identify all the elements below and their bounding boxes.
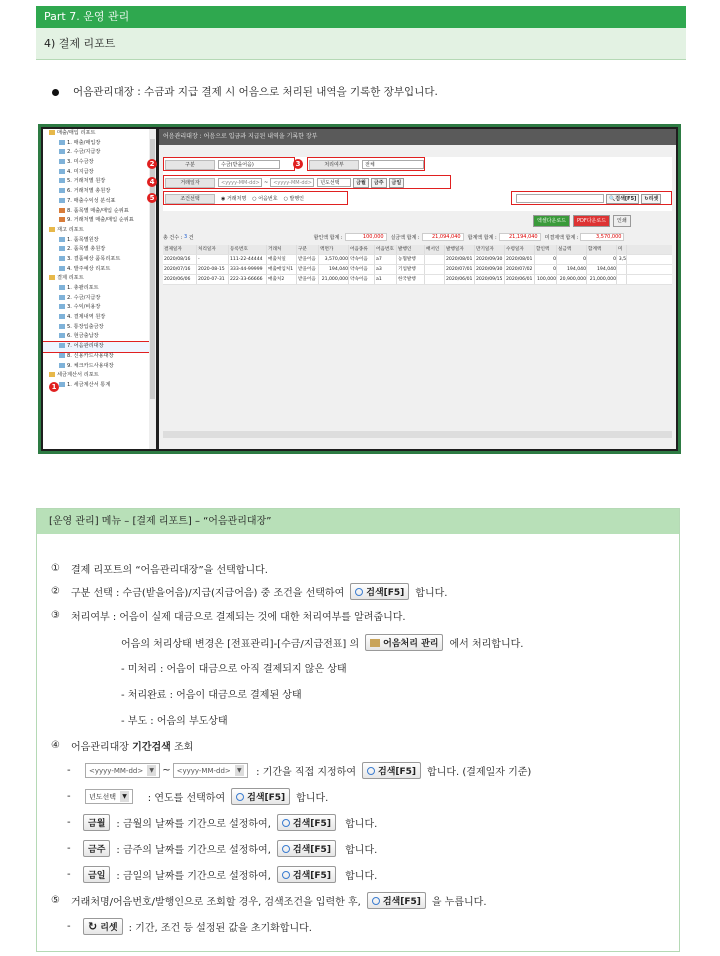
table-cell: a3 [375,265,397,274]
summary-bar: 총 건수 : 3 건 할인액 합계 : 100,000 실금액 합계 : 21,094,040 합계액 합계 : 21,194,040 미결제액 합계 : 3,570,000 [163,232,672,242]
table-cell: 약속어음 [349,255,375,264]
tree-item[interactable]: 5. 거래처별 원장 [43,177,156,187]
tree-item[interactable]: 9. 거래처별 매출/매입 순위표 [43,216,156,226]
table-cell: 194,040 [557,265,587,274]
table-cell: 2020/07/16 [163,265,197,274]
excel-download-button[interactable]: 엑셀다운로드 [533,215,570,227]
column-header[interactable]: 등록번호 [229,245,267,254]
print-button[interactable]: 인쇄 [613,215,631,227]
table-cell: 약속어음 [349,265,375,274]
radio-name[interactable]: ◉ 거래처명 [221,196,247,202]
table-cell: 2020/09/30 [475,265,505,274]
tree-item[interactable]: 결제 리포트 [43,274,156,284]
report-title: 어음관리대장 : 어음으로 입금과 지급된 내역을 기록한 장부 [159,129,676,145]
folder-icon [49,275,55,280]
doc-icon [59,198,65,203]
column-header[interactable]: 실금액 [557,245,587,254]
grid-header [163,245,672,255]
doc-icon [59,333,65,338]
date-label: 거래일자 [165,178,215,188]
tree-item[interactable]: 1. 총괄리포트 [43,284,156,294]
folder-icon [49,130,55,135]
table-cell: 2020/08/01 [445,255,475,264]
tree-item[interactable]: 3. 미수금장 [43,158,156,168]
tree-item[interactable]: 재고 리포트 [43,226,156,236]
tree-item[interactable]: 1. 매출/매입장 [43,139,156,149]
table-cell: 2020/08/01 [505,255,535,264]
table-cell: 0 [535,255,557,264]
table-cell: 한국발행 [397,275,425,284]
column-header[interactable]: 배서인 [425,245,445,254]
folder-icon [49,227,55,232]
doc-icon [59,246,65,251]
table-cell: 20,900,000 [557,275,587,284]
tree-item[interactable]: 9. 체크카드사용대장 [43,362,156,372]
reset-button-icon: ↻ 리셋 [83,918,123,935]
intro-text: 어음관리대장 : 수금과 지급 결제 시 어음으로 처리된 내역을 기록한 장부입니다. [52,84,438,99]
column-header[interactable]: 어음종류 [349,245,375,254]
export-toolbar [533,215,631,227]
month-button[interactable]: 금월 [353,178,369,188]
doc-icon [59,363,65,368]
reset-button[interactable]: ↻리셋 [641,194,661,204]
tree-item[interactable]: 매출/매입 리포트 [43,129,156,139]
column-header[interactable]: 발행일자 [445,245,475,254]
horizontal-scrollbar[interactable] [163,431,672,438]
tree-item[interactable]: 2. 수금/지급장 [43,148,156,158]
tree-item[interactable]: 8. 품목별 매출/매입 순위표 [43,207,156,217]
table-row[interactable] [163,275,672,285]
table-cell: 2020-07-31 [197,275,229,284]
guide-box: [운영 관리] 메뉴 – [결제 리포트] – “어음관리대장” ① 결제 리포트의 “어음관리대장”을 선택합니다. ② 구분 선택 : 수금(받을어음)/지급(지급어음) 중 조건을 선택하여 검색[F5] 합니다. ③ 처리여부 : 어음이 실제 대금으로 결제되는 것에 대한 처리여부를 알려줍니다. 어음의 처리상태 변경은 [전표관리]-[수금/지급전표] 의 어음처리 관리 에서 처리합니다. - 미처리 : 어음이 대금으로 아직 결제되지 않은 상태 - 처리완료 : 어음이 대금으로 결제된 상태 - 부도 : 어음의 부도상태 ④ 어음관리대장 기간검색 조회 - <yyyy-MM-dd> ▼ ~ <yyyy-MM-dd> ▼ : 기간을 직접 지정하여 검색[F5] 합니다. (결제일자 기준) - 년도선택 ▼ : 연도를 선택하여 검색[F5] 합니다. - 금월 : 금월의 날짜를 기간으로 설정하여, 검색[F5] 합니다. - 금주 : 금주의 날짜를 기간으로 설정하여, 검색[F5] 합니다. - 금일 : 금일의 날짜를 기간으로 설정하여, 검색[F5] 합니다. ⑤ 거래처명/어음번호/발행인으로 조회할 경우, 검색조건을 입력한 후, 검색[F5] 을 누릅니다. - ↻ 리셋 : 기간, 조건 등 설정된 값을 초기화합니다. [36,508,680,952]
data-grid [163,245,672,285]
gubun-label: 구분 [165,160,215,170]
process-label: 처리여부 [309,160,359,170]
guide-title: [운영 관리] 메뉴 – [결제 리포트] – “어음관리대장” [37,509,679,534]
table-cell: 0 [557,255,587,264]
tree-item[interactable]: 3. 결품예상 품목리포트 [43,255,156,265]
tree-item[interactable]: 1. 품목별원장 [43,236,156,246]
tree-item[interactable]: 2. 품목별 총원장 [43,245,156,255]
tree-item[interactable]: 4. 발주예상 리포트 [43,265,156,275]
table-cell: 2020-08-15 [197,265,229,274]
day-button[interactable]: 금일 [389,178,405,188]
doc-icon [59,314,65,319]
chart-icon [59,217,65,222]
table-cell: 2020/08/16 [163,255,197,264]
chart-icon [59,208,65,213]
tree-item[interactable]: 7. 매출수익성 분석표 [43,197,156,207]
week-button[interactable]: 금주 [371,178,387,188]
table-cell: 3,5 [618,257,626,262]
column-header[interactable]: 발행인 [397,245,425,254]
tree-item[interactable]: 5. 통장입출금장 [43,323,156,333]
doc-icon [59,343,65,348]
table-cell [617,275,627,284]
table-cell: 매출처일 [267,255,297,264]
gubun-select[interactable]: 수금(받을어음) [218,160,280,169]
column-header[interactable]: 처리일자 [197,245,229,254]
column-header[interactable]: 수령일자 [505,245,535,254]
column-header[interactable]: 어음번호 [375,245,397,254]
doc-icon [59,149,65,154]
table-cell: 매출처2 [267,275,297,284]
column-header[interactable]: 합계액 [587,245,617,254]
table-cell: 222-33-66666 [229,275,267,284]
doc-icon [59,266,65,271]
cond-label: 조건선택 [165,194,215,204]
table-cell: 333-44-99999 [229,265,267,274]
app-screenshot: 매출/매입 리포트 1. 매출/매입장 2. 수금/지급장 3. 미수금장 4. 미지급장 5. 거래처별 원장 6. 거래처별 총원장 7. 매출수익성 분석표 8. 품목별 매출/매입 순위표 9. 거래처별 매출/매입 순위표 재고 리포트 1. 품목별원장 2. 품목별 총원장 3. 결품예상 품목리포트 4. 발주예상 리포트 결제 리포트 1. 총괄리포트 2. 수금/지급장 3. 수익/비용장 4. 결제내역 원장 5. 통장입출금장 6. 현금출납장 7. 어음관리대장 8. 신용카드사용대장 9. 체크카드사용대장 세금계산서 리포트 1. 세금계산서 통계 어음관리대장 : 어음으로 입금과 지급된 내역을 기록한 장부 구분 수금(받을어음) 처리여부 전체 거래일자 <yyyy-MM-dd> ~ <yyyy-MM-dd> 년도선택 금월 금주 금일 조건선택 ◉ 거래처명 ○ 어음번호 ○ 발행인 🔍검색[F5] ↻리셋 2 3 4 5 엑셀다운로드 PDF다운로드 인쇄 총 건수 : 3 건 할인액 합계 : 100,000 실금액 합계 : 21,094,040 합계액 합계 : 21,194,040 미결제액 합계 : 3,570,000 결제일자 처리일자 등록번호 거래처 구분 액면가 어음종류 어음번호 발행인 배서인 발행일자 만기일자 수령일자 할인액 실금액 합계액 미 2020/08/16 - 111-22-44444 매출처일 받을어음 3,570,000 약속어음 a7 농협발행 2020/08/01 2020/09/30 2020/08/01 0 0 0 3,5 2020/07/16 2020-08-15 333-44-99999 매출매입처1 받을어음 194,040 약속어음 a3 기업발행 2020/07/01 2020/09/30 2020/07/02 0 194,040 194,040 2020/06/06 2020-07-31 222-33-66666 매출처2 받을어음 21,000,000 약속어음 a1 한국발행 2020/06/01 2020/09/15 2020/06/01 100,000 20,900,000 21,000,000 1 [38,124,681,454]
table-cell: 농협발행 [397,255,425,264]
pdf-download-button[interactable]: PDF다운로드 [573,215,610,227]
doc-icon [59,324,65,329]
tree-item[interactable]: 7. 어음관리대장 [43,342,156,352]
column-header[interactable]: 결제일자 [163,245,197,254]
table-cell: 0 [535,265,557,274]
part-header: Part 7. 운영 관리 [36,6,686,28]
doc-icon [59,285,65,290]
table-cell: 2020/06/06 [163,275,197,284]
bill-process-button-icon: 어음처리 관리 [365,634,443,651]
folder-icon [49,372,55,377]
menu-tree [43,129,156,449]
table-cell: 2020/06/01 [445,275,475,284]
tree-item[interactable]: 2. 수금/지급장 [43,294,156,304]
table-cell: 21,000,000 [319,275,349,284]
table-cell: 2020/09/30 [475,255,505,264]
table-cell: 2020/07/01 [445,265,475,274]
table-cell: 받을어음 [297,255,319,264]
tree-item[interactable]: 6. 거래처별 총원장 [43,187,156,197]
table-cell: 194,040 [319,265,349,274]
column-header[interactable]: 미 [617,245,627,254]
date-to-input[interactable]: <yyyy-MM-dd> [270,178,314,187]
doc-icon [59,304,65,309]
search-button-icon: 검색[F5] [350,583,409,600]
section-header: 4) 결제 리포트 [36,28,686,60]
tree-item[interactable]: 세금계산서 리포트 [43,371,156,381]
report-panel: 어음관리대장 : 어음으로 입금과 지급된 내역을 기록한 장부 구분 수금(받을어음) 처리여부 전체 거래일자 <yyyy-MM-dd> ~ <yyyy-MM-dd> 년도선택 금월 금주 금일 조건선택 ◉ 거래처명 ○ 어음번호 ○ 발행인 🔍검색[F5] ↻리셋 2 3 4 5 엑셀다운로드 PDF다운로드 인쇄 총 건수 : 3 건 할인액 합계 : 100,000 실금액 합계 : 21,094,040 합계액 합계 : 21,194,040 미결제액 합계 : 3,570,000 결제일자 처리일자 등록번호 거래처 구분 액면가 어음종류 어음번호 발행인 배서인 발행일자 만기일자 수령일자 할인액 실금액 합계액 미 2020/08/16 - 111-22-44444 매출처일 받을어음 3,570,000 약속어음 a7 농협발행 2020/08/01 2020/09/30 2020/08/01 0 0 0 3,5 2020/07/16 2020-08-15 333-44-99999 매출매입처1 받을어음 194,040 약속어음 a3 기업발행 2020/07/01 2020/09/30 2020/07/02 0 194,040 194,040 2020/06/06 2020-07-31 222-33-66666 매출처2 받을어음 21,000,000 약속어음 a1 한국발행 2020/06/01 2020/09/15 2020/06/01 100,000 20,900,000 21,000,000 [159,129,676,449]
table-cell: a1 [375,275,397,284]
bullet-icon [52,89,59,96]
table-cell: 2020/09/15 [475,275,505,284]
table-cell: 194,040 [587,265,617,274]
tree-item[interactable]: 4. 미지급장 [43,168,156,178]
search-button[interactable]: 🔍검색[F5] [606,194,639,204]
process-select[interactable]: 전체 [362,160,424,169]
table-cell [425,275,445,284]
table-cell [425,265,445,274]
column-header[interactable]: 액면가 [319,245,349,254]
table-cell: 3,570,000 [319,255,349,264]
doc-icon [59,169,65,174]
table-cell: 약속어음 [349,275,375,284]
radio-number[interactable]: ○ 어음번호 [252,196,278,202]
table-row[interactable] [163,265,672,275]
year-select[interactable]: 년도선택 [317,178,351,187]
table-cell: - [197,255,229,264]
column-header[interactable]: 구분 [297,245,319,254]
table-cell [425,255,445,264]
table-cell: 2020/07/02 [505,265,535,274]
doc-icon [59,382,65,387]
tree-item[interactable]: 4. 결제내역 원장 [43,313,156,323]
doc-icon [59,188,65,193]
table-cell [617,265,627,274]
date-sep: ~ [264,179,269,186]
column-header[interactable]: 만기일자 [475,245,505,254]
table-cell: 받을어음 [297,275,319,284]
table-cell: 0 [587,255,617,264]
table-cell: 매출매입처1 [267,265,297,274]
doc-icon [59,140,65,145]
filter-area [163,157,672,211]
doc-icon [59,178,65,183]
date-from-input[interactable]: <yyyy-MM-dd> [218,178,262,187]
tree-item[interactable]: 6. 현금출납장 [43,332,156,342]
table-cell: 100,000 [537,277,556,282]
radio-issuer[interactable]: ○ 발행인 [283,196,305,202]
doc-icon [59,295,65,300]
table-cell: a7 [375,255,397,264]
tree-item[interactable]: 8. 신용카드사용대장 [43,352,156,362]
doc-icon [59,159,65,164]
column-header[interactable]: 할인액 [535,245,557,254]
doc-icon [59,256,65,261]
doc-icon [59,353,65,358]
table-cell: 받을어음 [297,265,319,274]
doc-icon [59,237,65,242]
table-cell: 111-22-44444 [229,255,267,264]
table-row[interactable] [163,255,672,265]
tree-item[interactable]: 1. 세금계산서 통계 [43,381,156,391]
table-cell: 21,000,000 [587,275,617,284]
table-cell: 2020/06/01 [505,275,535,284]
column-header[interactable]: 거래처 [267,245,297,254]
table-cell: 기업발행 [397,265,425,274]
tree-item[interactable]: 3. 수익/비용장 [43,303,156,313]
